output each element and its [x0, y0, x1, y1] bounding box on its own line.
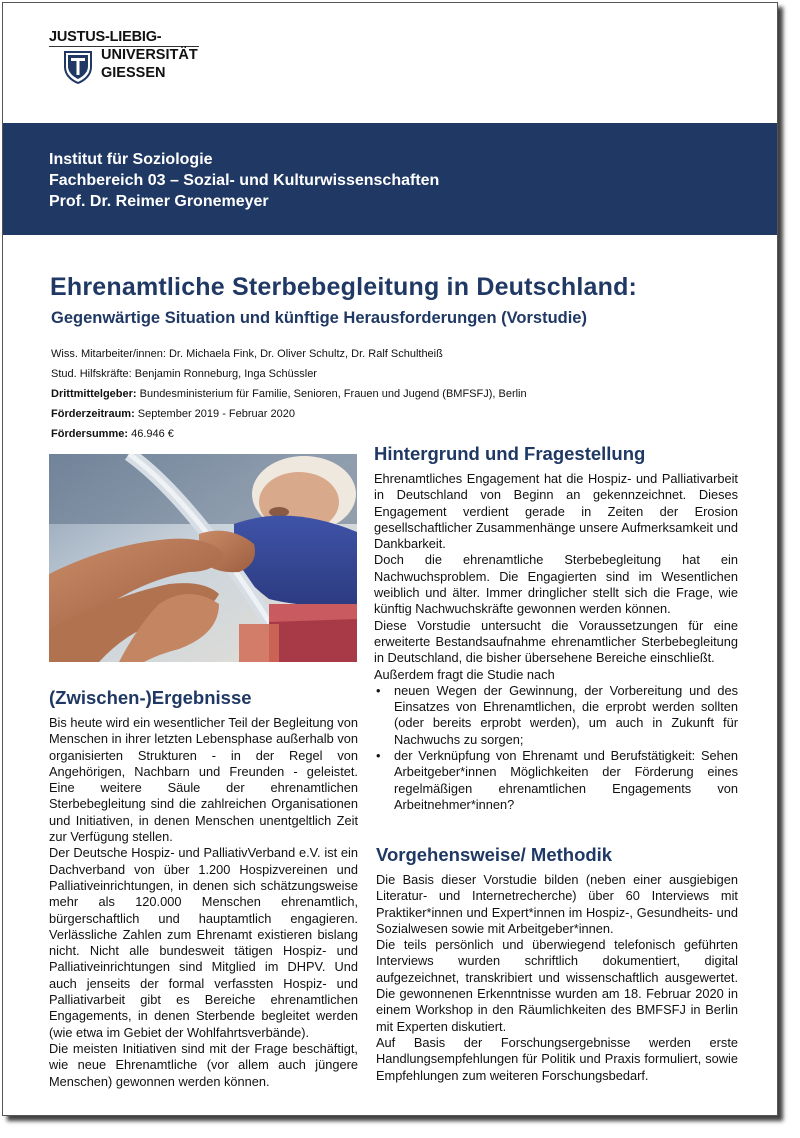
method-text: [376, 872, 738, 1084]
university-shield-icon: [63, 50, 93, 84]
banner-department: Fachbereich 03 – Sozial- und Kulturwissenschaften: [49, 172, 440, 189]
logo-line-1: JUSTUS-LIEBIG-: [49, 29, 162, 45]
page-subtitle: Gegenwärtige Situation und künftige Herausforderungen (Vorstudie): [51, 309, 587, 327]
institute-banner: [3, 123, 778, 235]
meta-assistants: Stud. Hilfskräfte: Benjamin Ronneburg, Inga Schüssler: [51, 368, 317, 380]
logo-line-2: UNIVERSITÄT: [101, 47, 198, 63]
background-question-list: [374, 683, 738, 813]
results-heading: (Zwischen-)Ergebnisse: [49, 687, 252, 708]
background-heading: Hintergrund und Fragestellung: [374, 443, 646, 464]
meta-funder-label: Drittmittelgeber:: [51, 388, 137, 400]
list-item: • der Verknüpfung von Ehrenamt und Berufstätigkeit: Sehen Arbeitgeber*innen Möglichkeiten der Förderung eines regelmäßigen ehrenamtlichen Engagements von Arbeitnehmer*innen?: [394, 748, 738, 813]
results-text: [49, 715, 358, 1090]
banner-professor: Prof. Dr. Reimer Gronemeyer: [49, 193, 269, 210]
meta-staff: Wiss. Mitarbeiter/innen: Dr. Michaela Fink, Dr. Oliver Schultz, Dr. Ralf Schultheiß: [51, 348, 443, 360]
results-paragraph-3: Die meisten Initiativen sind mit der Frage beschäftigt, wie neue Ehrenamtliche (vor allem auch jüngere Menschen) gewonnen werden können.: [49, 1040, 358, 1089]
background-text: [374, 471, 738, 813]
results-paragraph-1: Bis heute wird ein wesentlicher Teil der Begleitung von Menschen in ihrer letzten Lebensphase außerhalb von organisierten Strukturen - in der Regel von Angehörigen, Nachbarn und Freunden - geleistet. Eine weitere Säule der ehrenamtlichen Sterbebegleitung sind die zahlreichen Organisationen und Initiativen, in denen Menschen unentgeltlich Zeit zur Verfügung stellen.: [49, 715, 358, 845]
method-paragraph-2: Die teils persönlich und überwiegend telefonisch geführten Interviews wurden schriftlich dokumentiert, digital aufgezeichnet, transkribiert und wissenschaftlich ausgewertet. Die gewonnenen Erkenntnisse wurden am 18. Februar 2020 in einem Workshop in den Räumlichkeiten des BMFSFJ in Berlin mit Experten diskutiert.: [376, 937, 738, 1034]
method-paragraph-3: Auf Basis der Forschungsergebnisse werden erste Handlungsempfehlungen für Politik und Praxis formuliert, sowie Empfehlungen zum weiteren Forschungsbedarf.: [376, 1034, 738, 1083]
method-paragraph-1: Die Basis dieser Vorstudie bilden (neben einer ausgiebigen Literatur- und Internetrecherche) über 60 Interviews mit Praktiker*innen und Expert*innen im Hospiz-, Gesundheits- und Sozialwesen sowie mit Arbeitgeber*innen.: [376, 872, 738, 936]
meta-sum: [51, 428, 174, 440]
page-title: Ehrenamtliche Sterbebegleitung in Deutschland:: [50, 273, 638, 301]
photo-illustration: [49, 454, 357, 662]
poster-page: [2, 2, 778, 1116]
banner-institute: Institut für Soziologie: [49, 151, 213, 168]
meta-period-label: Förderzeitraum:: [51, 408, 135, 420]
list-item: • neuen Wegen der Gewinnung, der Vorbereitung und des Einsatzes von Ehrenamtlichen, die erprobt werden sollten (oder bereits erprobt werden), um auch in Zukunft für Nachwuchs zu sorgen;: [394, 683, 738, 748]
meta-sum-value: 46.946 €: [128, 428, 174, 440]
background-paragraph-3: Diese Vorstudie untersucht die Voraussetzungen für eine erweiterte Bestandsaufnahme ehrenamtlicher Sterbebegleitung in Deutschland, die bisher übersehene Bereiche einschließt.: [374, 617, 738, 666]
meta-sum-label: Fördersumme:: [51, 428, 129, 440]
background-paragraph-1: Ehrenamtliches Engagement hat die Hospiz- und Palliativarbeit in Deutschland von Beginn an gekennzeichnet. Dieses Engagement verdient gerade in Zeiten der Erosion gesellschaftlicher Zusammenhänge unsere Aufmerksamkeit und Dankbarkeit.: [374, 471, 738, 552]
method-heading: Vorgehensweise/ Methodik: [376, 844, 613, 865]
university-logo: [47, 25, 207, 95]
logo-line-3: GIESSEN: [101, 65, 166, 81]
meta-period-value: September 2019 - Februar 2020: [134, 408, 295, 420]
hands-holding-bed-rail-photo: [49, 454, 357, 662]
results-paragraph-2: Der Deutsche Hospiz- und PalliativVerband e.V. ist ein Dachverband von über 1.200 Hospizvereinen und Palliativeinrichtungen, in denen sich schätzungsweise mehr als 120.000 Menschen ehrenamtlich, bürgerschaftlich und hauptamtlich engagieren. Verlässliche Zahlen zum Ehrenamt existieren bislang nicht. Nicht alle bundesweit tätigen Hospiz- und Palliativeinrichtungen sind Mitglied im DHPV. Und auch jenseits der formal verfassten Hospiz- und Palliativarbeit gibt es Bereiche ehrenamtlichen Engagements, in denen Sterbende begleitet werden (wie etwa im Gebiet der Wohlfahrtsverbände).: [49, 845, 358, 1040]
meta-period: [51, 408, 295, 420]
background-paragraph-2: Doch die ehrenamtliche Sterbebegleitung hat ein Nachwuchsproblem. Die Engagierten sind im Wesentlichen weiblich und älter. Immer dringlicher stellt sich die Frage, wie künftig Nachwuchskräfte gewonnen werden können.: [374, 552, 738, 617]
background-paragraph-4: Außerdem fragt die Studie nach: [374, 666, 555, 682]
meta-funder: [51, 388, 527, 400]
meta-funder-value: Bundesministerium für Familie, Senioren, Frauen und Jugend (BMFSFJ), Berlin: [136, 388, 527, 400]
